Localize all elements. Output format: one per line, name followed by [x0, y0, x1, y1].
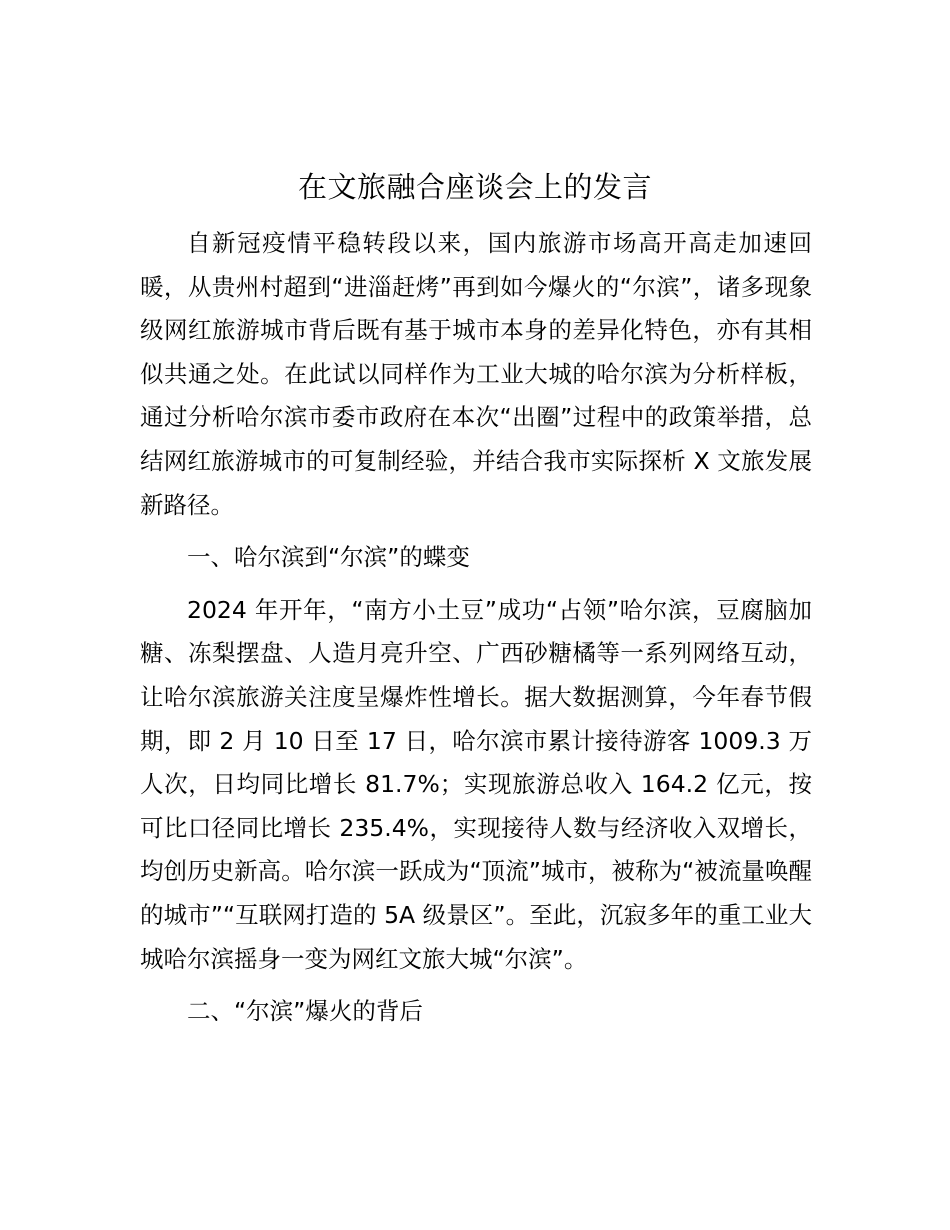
section-heading-2: 二、“尔滨”爆火的背后 [187, 997, 423, 1026]
document-body [140, 222, 812, 1034]
section-heading-1: 一、哈尔滨到“尔滨”的蝶变 [187, 543, 470, 572]
paragraph-intro: 自新冠疫情平稳转段以来，国内旅游市场高开高走加速回暖，从贵州村超到“进淄赶烤”再到如今爆火的“尔滨”，诸多现象级网红旅游城市背后既有基于城市本身的差异化特色，亦有其相似共通之处。在此试以同样作为工业大城的哈尔滨为分析样板，通过分析哈尔滨市委市政府在本次“出圈”过程中的政策举措，总结网红旅游城市的可复制经验，并结合我市实际探析 X 文旅发展新路径。 [140, 229, 812, 519]
paragraph-section-1: 2024 年开年，“南方小土豆”成功“占领”哈尔滨，豆腐脑加糖、冻梨摆盘、人造月亮升空、广西砂糖橘等一系列网络互动，让哈尔滨旅游关注度呈爆炸性增长。据大数据测算，今年春节假期，即 2 月 10 日至 17 日，哈尔滨市累计接待游客 1009.3 万人次，日均同比增长 81.7%；实现旅游总收入 164.2 亿元，按可比口径同比增长 235.4%，实现接待人数与经济收入双增长，均创历史新高。哈尔滨一跃成为“顶流”城市，被称为“被流量唤醒的城市”“互联网打造的 5A 级景区”。至此，沉寂多年的重工业大城哈尔滨摇身一变为网红文旅大城“尔滨”。 [140, 595, 812, 973]
document-title: 在文旅融合座谈会上的发言 [297, 170, 652, 204]
